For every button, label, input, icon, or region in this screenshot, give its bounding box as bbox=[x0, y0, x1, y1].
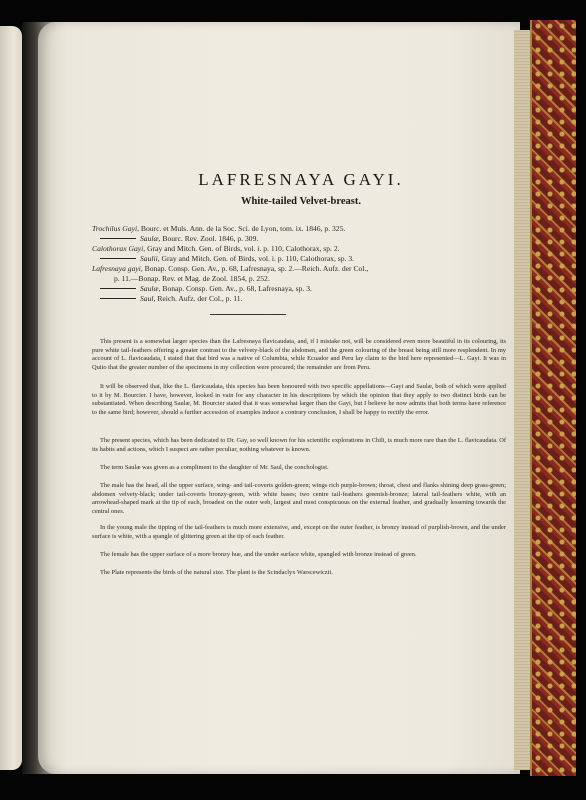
synonym-line bbox=[92, 254, 506, 264]
synonym-line bbox=[92, 234, 506, 244]
synonym-name: Lafresnaya gayi, bbox=[92, 264, 143, 273]
synonym-line bbox=[92, 274, 528, 284]
synonym-reference: Gray and Mitch. Gen. of Birds, vol. i. p. 110, Calothorax, sp. 2. bbox=[147, 244, 340, 253]
synonym-reference: Bonap. Consp. Gen. Av., p. 68, Lafresnaya, sp. 2.—Reich. Aufz. der Col., bbox=[144, 264, 369, 273]
body-paragraph: The present species, which has been dedicated to Dr. Gay, so well known for his scientific explorations in Chili, is much more rare than the L. flavicaudata. Of its habits and actions, which I suspect are rather peculiar, nothing whatever is known. bbox=[92, 437, 506, 453]
synonym-name: Trochilus Gayi, bbox=[92, 224, 139, 233]
synonym-name: Saulæ, bbox=[140, 284, 161, 293]
synonym-line bbox=[92, 284, 506, 294]
decorative-binding bbox=[530, 20, 576, 776]
body-paragraph: In the young male the tipping of the tail-feathers is much more extensive, and, except on the outer feather, is bronzy instead of purplish-brown, and the under surface is white, with a spangle of glittering green at the tip of each feather. bbox=[92, 524, 506, 540]
body-paragraph: The Plate represents the birds of the natural size. The plant is the Scindaclyx Warscewiczii. bbox=[100, 569, 333, 576]
synonym-reference: Bourc. Rev. Zool. 1846, p. 309. bbox=[162, 234, 259, 243]
synonym-reference: Bonap. Consp. Gen. Av., p. 68, Lafresnaya, sp. 3. bbox=[162, 284, 312, 293]
facing-page-edge bbox=[0, 26, 22, 770]
synonym-reference: Gray and Mitch. Gen. of Birds, vol. i. p. 110, Calothorax, sp. 3. bbox=[161, 254, 355, 263]
synonym-line bbox=[92, 294, 506, 304]
body-paragraph: The term Saulæ was given as a compliment to the daughter of Mr. Saul, the conchologist. bbox=[100, 464, 329, 471]
body-paragraph: The male has the head, all the upper surface, wing- and tail-coverts golden-green; wings rich purple-brown; throat, chest and flanks shining deep grass-green; abdomen velvety-black; under tail-coverts bronzy-green, with white bases; two centre tail-feathers greenish-bronze; lateral tail-feathers white, with an arrowhead-shaped mark at the tip of each, broadest on the outer web, largest and most conspicuous on the external feather, and gradually lessening towards the central ones. bbox=[92, 482, 506, 515]
synonym-name: Saulæ, bbox=[140, 234, 161, 243]
synonym-line bbox=[92, 224, 506, 234]
synonym-name: Saul, bbox=[140, 294, 156, 303]
page-subtitle: White-tailed Velvet-breast. bbox=[241, 196, 361, 207]
body-paragraph: This present is a somewhat larger species than the Lafresnaya flavicaudata, and, if I mistake not, will be considered even more beautiful in its colouring, its pure white tail-feathers offering a greater contrast to the velvety-black of the abdomen, and the green colouring of the breast being still more resplendent. In my account of L. flavicaudata, I stated that that bird was a native of Columbia, while Ecuador and Peru lay claim to the bird here represented—L. Gayi. It was in Quito that the greater number of the specimens in my collection were procured; the remainder are from Peru. bbox=[92, 338, 506, 371]
synonym-reference: Bourc. et Muls. Ann. de la Soc. Sci. de Lyon, tom. ix. 1846, p. 325. bbox=[140, 224, 346, 233]
synonym-line bbox=[92, 244, 506, 254]
synonym-name: Saulii, bbox=[140, 254, 160, 263]
synonym-reference: Reich. Aufz. der Col., p. 11. bbox=[157, 294, 243, 303]
synonym-line bbox=[92, 264, 506, 274]
synonym-name: Calothorax Gayi, bbox=[92, 244, 146, 253]
body-paragraph: It will be observed that, like the L. flavicaudata, this species has been honoured with two specific appellations—Gayi and Saulæ, both of which were applied to it by M. Bourcier. I have, however, looked in vain for any character in his descriptions by which the opinion that they apply to two distinct birds can be substantiated. When describing Saulæ, M. Bourcier stated that it was somewhat larger than the Gayi, but I believe he now admits that both terms have reference to the same bird; however, should a further accession of examples induce a contrary conclusion, I shall be happy to rectify the error. bbox=[92, 383, 506, 416]
page-title: LAFRESNAYA GAYI. bbox=[198, 170, 404, 189]
synonym-reference: p. 11.—Bonap. Rev. et Mag. de Zool. 1854, p. 252. bbox=[114, 274, 270, 283]
section-divider bbox=[210, 314, 286, 315]
body-paragraph: The female has the upper surface of a more bronzy hue, and the under surface white, spangled with bronze instead of green. bbox=[100, 551, 417, 558]
